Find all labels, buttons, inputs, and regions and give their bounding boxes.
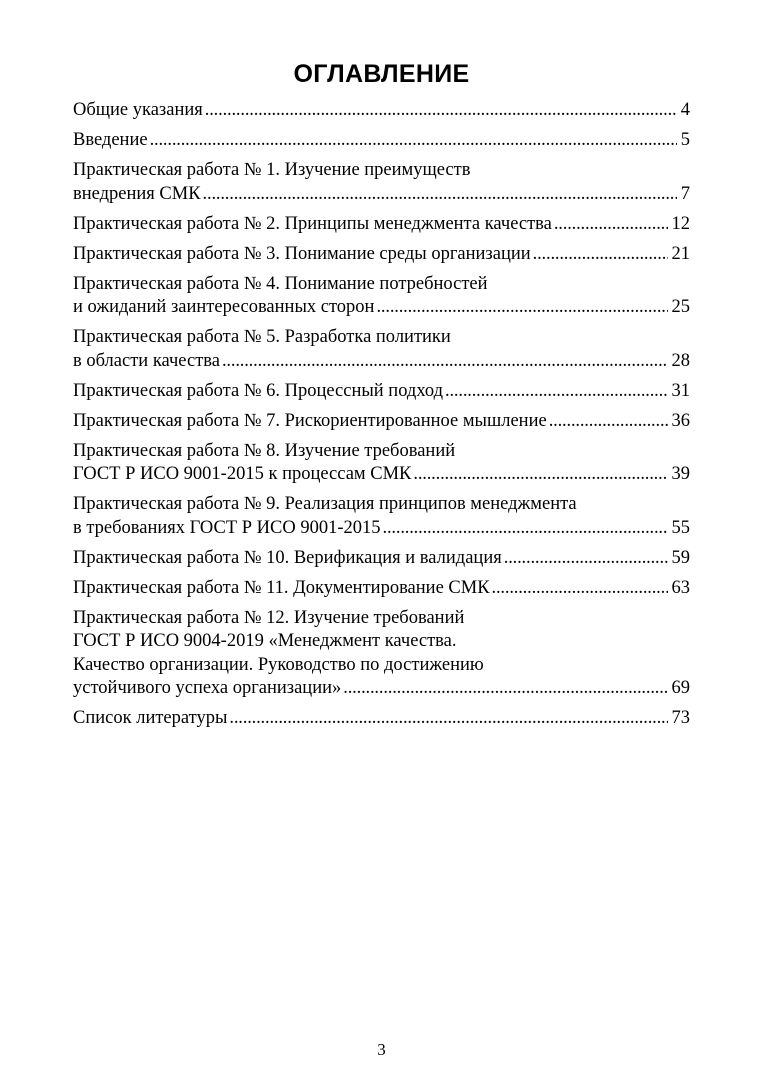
dot-leader: [150, 129, 677, 153]
page-title: ОГЛАВЛЕНИЕ: [293, 60, 470, 88]
toc-entry-page: 69: [671, 678, 690, 698]
toc-entry[interactable]: [73, 547, 690, 571]
toc-entry[interactable]: [73, 213, 690, 237]
page-number: 3: [377, 1040, 386, 1059]
dot-leader: [376, 296, 667, 320]
toc-entry-last-line: [73, 380, 690, 404]
toc-entry-title: внедрения СМК: [73, 183, 201, 204]
toc-entry-page: 28: [671, 350, 690, 371]
toc-entry-page: 36: [671, 410, 690, 431]
toc-entry[interactable]: [73, 129, 690, 153]
dot-leader: [413, 463, 667, 487]
toc-entry[interactable]: [73, 440, 690, 487]
toc-entry-last-line: [73, 99, 690, 123]
toc-entry-line: Практическая работа № 5. Разработка политики: [73, 327, 451, 347]
toc-entry-line: Практическая работа № 9. Реализация принципов менеджмента: [73, 494, 577, 514]
toc-entry-page: 31: [671, 380, 690, 401]
toc-entry[interactable]: [73, 410, 690, 434]
toc-entry[interactable]: [73, 159, 690, 206]
toc-entry-page: 12: [671, 213, 690, 234]
dot-leader: [549, 410, 668, 434]
toc-entry-page: 4: [680, 100, 690, 120]
toc-entry-line: ГОСТ Р ИСО 9004-2019 «Менеджмент качества.: [73, 631, 457, 651]
toc-entry[interactable]: [73, 99, 690, 123]
dot-leader: [492, 577, 668, 601]
toc-entry-title: Практическая работа № 10. Верификация и валидация: [73, 547, 502, 568]
toc-entry-last-line: [73, 707, 690, 731]
toc-entry-title: Практическая работа № 7. Рискориентированное мышление: [73, 410, 547, 431]
toc-entry-title: Практическая работа № 3. Понимание среды организации: [73, 243, 531, 264]
toc-entry-line: Практическая работа № 12. Изучение требований: [73, 607, 465, 628]
dot-leader: [445, 380, 667, 404]
toc-entry-page: 63: [671, 577, 690, 598]
toc-entry-last-line: [73, 243, 690, 267]
toc-entry-last-line: [73, 410, 690, 434]
dot-leader: [343, 677, 667, 701]
toc-entry-line: Практическая работа № 1. Изучение преимуществ: [73, 160, 471, 180]
toc-entry-title: Общие указания: [73, 100, 203, 120]
toc-entry-last-line: [73, 350, 690, 374]
toc-entry-title: ГОСТ Р ИСО 9001-2015 к процессам СМК: [73, 464, 412, 484]
toc-entry-title: Введение: [73, 130, 148, 150]
dot-leader: [533, 243, 668, 267]
dot-leader: [203, 183, 677, 207]
toc-entry-title: Практическая работа № 6. Процессный подход: [73, 380, 444, 401]
toc-entry-last-line: [73, 517, 690, 541]
dot-leader: [229, 707, 667, 731]
toc-entry[interactable]: [73, 273, 690, 320]
toc-entry-page: 59: [671, 547, 690, 568]
toc-entry-line: Практическая работа № 8. Изучение требований: [73, 440, 456, 461]
toc-entry-line: Практическая работа № 4. Понимание потребностей: [73, 273, 488, 294]
toc-entry-title: в требованиях ГОСТ Р ИСО 9001-2015: [73, 517, 381, 538]
toc-entry-page: 73: [671, 708, 690, 728]
toc-entry-page: 25: [671, 297, 690, 317]
toc-entry-page: 5: [680, 130, 690, 150]
toc-entry-last-line: [73, 129, 690, 153]
toc-entry-title: устойчивого успеха организации»: [73, 678, 342, 698]
toc-entry-title: Практическая работа № 2. Принципы менеджмента качества: [73, 213, 552, 234]
toc-entry-line: Качество организации. Руководство по достижению: [73, 654, 484, 675]
toc-entry-last-line: [73, 296, 690, 320]
toc-entry-last-line: [73, 183, 690, 207]
toc-entry-title: в области качества: [73, 350, 220, 371]
toc-entry-title: и ожиданий заинтересованных сторон: [73, 297, 375, 317]
toc-entry-page: 55: [671, 517, 690, 538]
toc-entry-page: 39: [671, 464, 690, 484]
toc-entry-last-line: [73, 677, 690, 701]
toc-entry-page: 7: [680, 183, 690, 204]
toc-entry-last-line: [73, 213, 690, 237]
dot-leader: [205, 99, 677, 123]
toc-entry[interactable]: [73, 243, 690, 267]
dot-leader: [504, 547, 668, 571]
toc-entry[interactable]: [73, 607, 690, 701]
toc-entry[interactable]: [73, 493, 690, 540]
toc-entry-title: Список литературы: [73, 708, 228, 728]
toc-entry-last-line: [73, 463, 690, 487]
toc-entry[interactable]: [73, 577, 690, 601]
toc-entry-title: Практическая работа № 11. Документирование СМК: [73, 577, 490, 598]
toc-entry-last-line: [73, 547, 690, 571]
toc-entry[interactable]: [73, 707, 690, 731]
dot-leader: [554, 213, 668, 237]
toc-entry-last-line: [73, 577, 690, 601]
dot-leader: [222, 350, 668, 374]
toc-entry[interactable]: [73, 380, 690, 404]
toc-entry-page: 21: [671, 243, 690, 264]
table-of-contents: [73, 99, 690, 737]
dot-leader: [383, 517, 668, 541]
toc-entry[interactable]: [73, 326, 690, 373]
